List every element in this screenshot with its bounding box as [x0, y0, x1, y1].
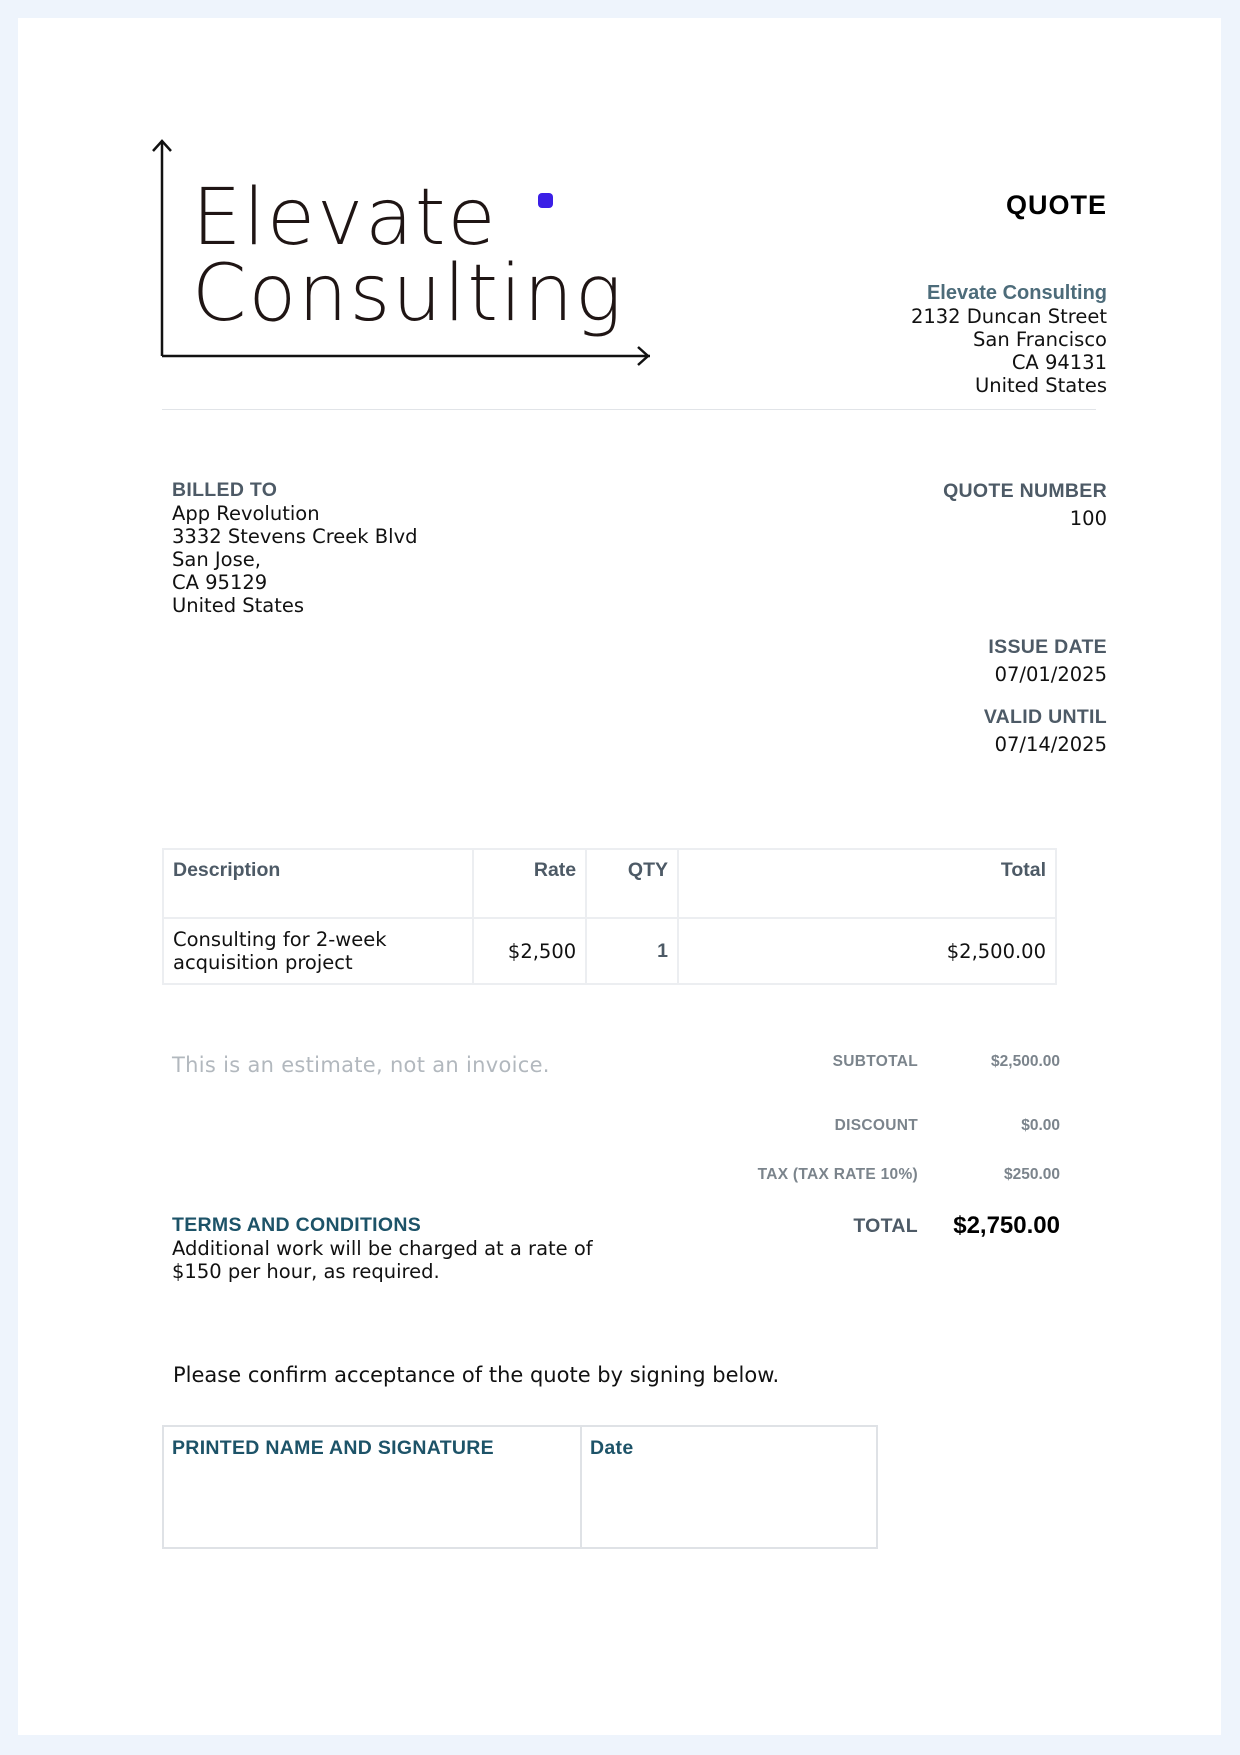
signature-field[interactable] [163, 1426, 581, 1548]
discount-row [680, 1117, 1060, 1147]
client-country: United States [172, 594, 305, 617]
company-street: 2132 Duncan Street [910, 305, 1107, 328]
client-state-zip: CA 95129 [172, 571, 268, 594]
company-state-zip: CA 94131 [1011, 351, 1107, 374]
quote-number-block [943, 478, 1107, 532]
issue-date-block [988, 634, 1107, 688]
total-value: $2,750.00 [953, 1212, 1060, 1239]
item-description [163, 918, 473, 984]
subtotal-label: SUBTOTAL [832, 1053, 918, 1070]
billed-to-block [172, 479, 418, 617]
signature-row [163, 1426, 877, 1548]
discount-value: $0.00 [1021, 1117, 1060, 1134]
tax-value: $250.00 [1003, 1166, 1060, 1183]
item-qty: 1 [586, 918, 678, 984]
tax-row [680, 1166, 1060, 1196]
logo-text-line2: Consulting [192, 249, 624, 339]
terms-text: Additional work will be charged at a rate of $150 per hour, as required. [172, 1237, 593, 1283]
client-city: San Jose, [172, 548, 261, 571]
acceptance-instruction: Please confirm acceptance of the quote by signing below. [173, 1363, 780, 1387]
total-row [680, 1212, 1060, 1242]
table-row [163, 918, 1056, 984]
column-header-total: Total [678, 849, 1056, 918]
billed-to-label: BILLED TO [172, 479, 278, 501]
company-address [911, 282, 1107, 397]
discount-label: DISCOUNT [834, 1117, 918, 1134]
issue-date-label: ISSUE DATE [988, 636, 1107, 658]
header-divider [162, 409, 1096, 410]
column-header-rate: Rate [473, 849, 586, 918]
item-description-line2: acquisition project [173, 951, 353, 974]
item-rate: $2,500 [473, 918, 586, 984]
date-label: Date [590, 1437, 634, 1459]
company-name: Elevate Consulting [926, 282, 1107, 304]
subtotal-value: $2,500.00 [991, 1053, 1060, 1070]
document-title: QUOTE [1005, 190, 1107, 220]
valid-until-block [984, 704, 1107, 758]
signature-table [162, 1425, 878, 1549]
line-items-table [162, 848, 1057, 985]
column-header-qty: QTY [586, 849, 678, 918]
terms-block [172, 1214, 642, 1283]
quote-number-label: QUOTE NUMBER [943, 480, 1107, 502]
client-name: App Revolution [172, 502, 320, 525]
estimate-note: This is an estimate, not an invoice. [172, 1053, 550, 1077]
total-label: TOTAL [853, 1215, 918, 1237]
table-header-row [163, 849, 1056, 918]
signature-label: PRINTED NAME AND SIGNATURE [172, 1437, 494, 1459]
company-city: San Francisco [973, 328, 1107, 351]
item-total: $2,500.00 [678, 918, 1056, 984]
logo-accent-dot [538, 193, 553, 208]
company-country: United States [974, 374, 1107, 397]
column-header-description: Description [163, 849, 473, 918]
item-description-line1: Consulting for 2-week [173, 928, 387, 951]
date-field[interactable] [581, 1426, 877, 1548]
client-street: 3332 Stevens Creek Blvd [172, 525, 418, 548]
valid-until-value: 07/14/2025 [994, 733, 1107, 756]
tax-label: TAX (TAX RATE 10%) [757, 1166, 918, 1183]
subtotal-row [680, 1053, 1060, 1083]
issue-date-value: 07/01/2025 [994, 663, 1107, 686]
quote-number-value: 100 [1069, 507, 1107, 530]
company-logo [150, 137, 650, 372]
terms-label: TERMS AND CONDITIONS [172, 1214, 422, 1236]
valid-until-label: VALID UNTIL [983, 706, 1107, 728]
logo-text-line1: Elevate [192, 173, 498, 263]
